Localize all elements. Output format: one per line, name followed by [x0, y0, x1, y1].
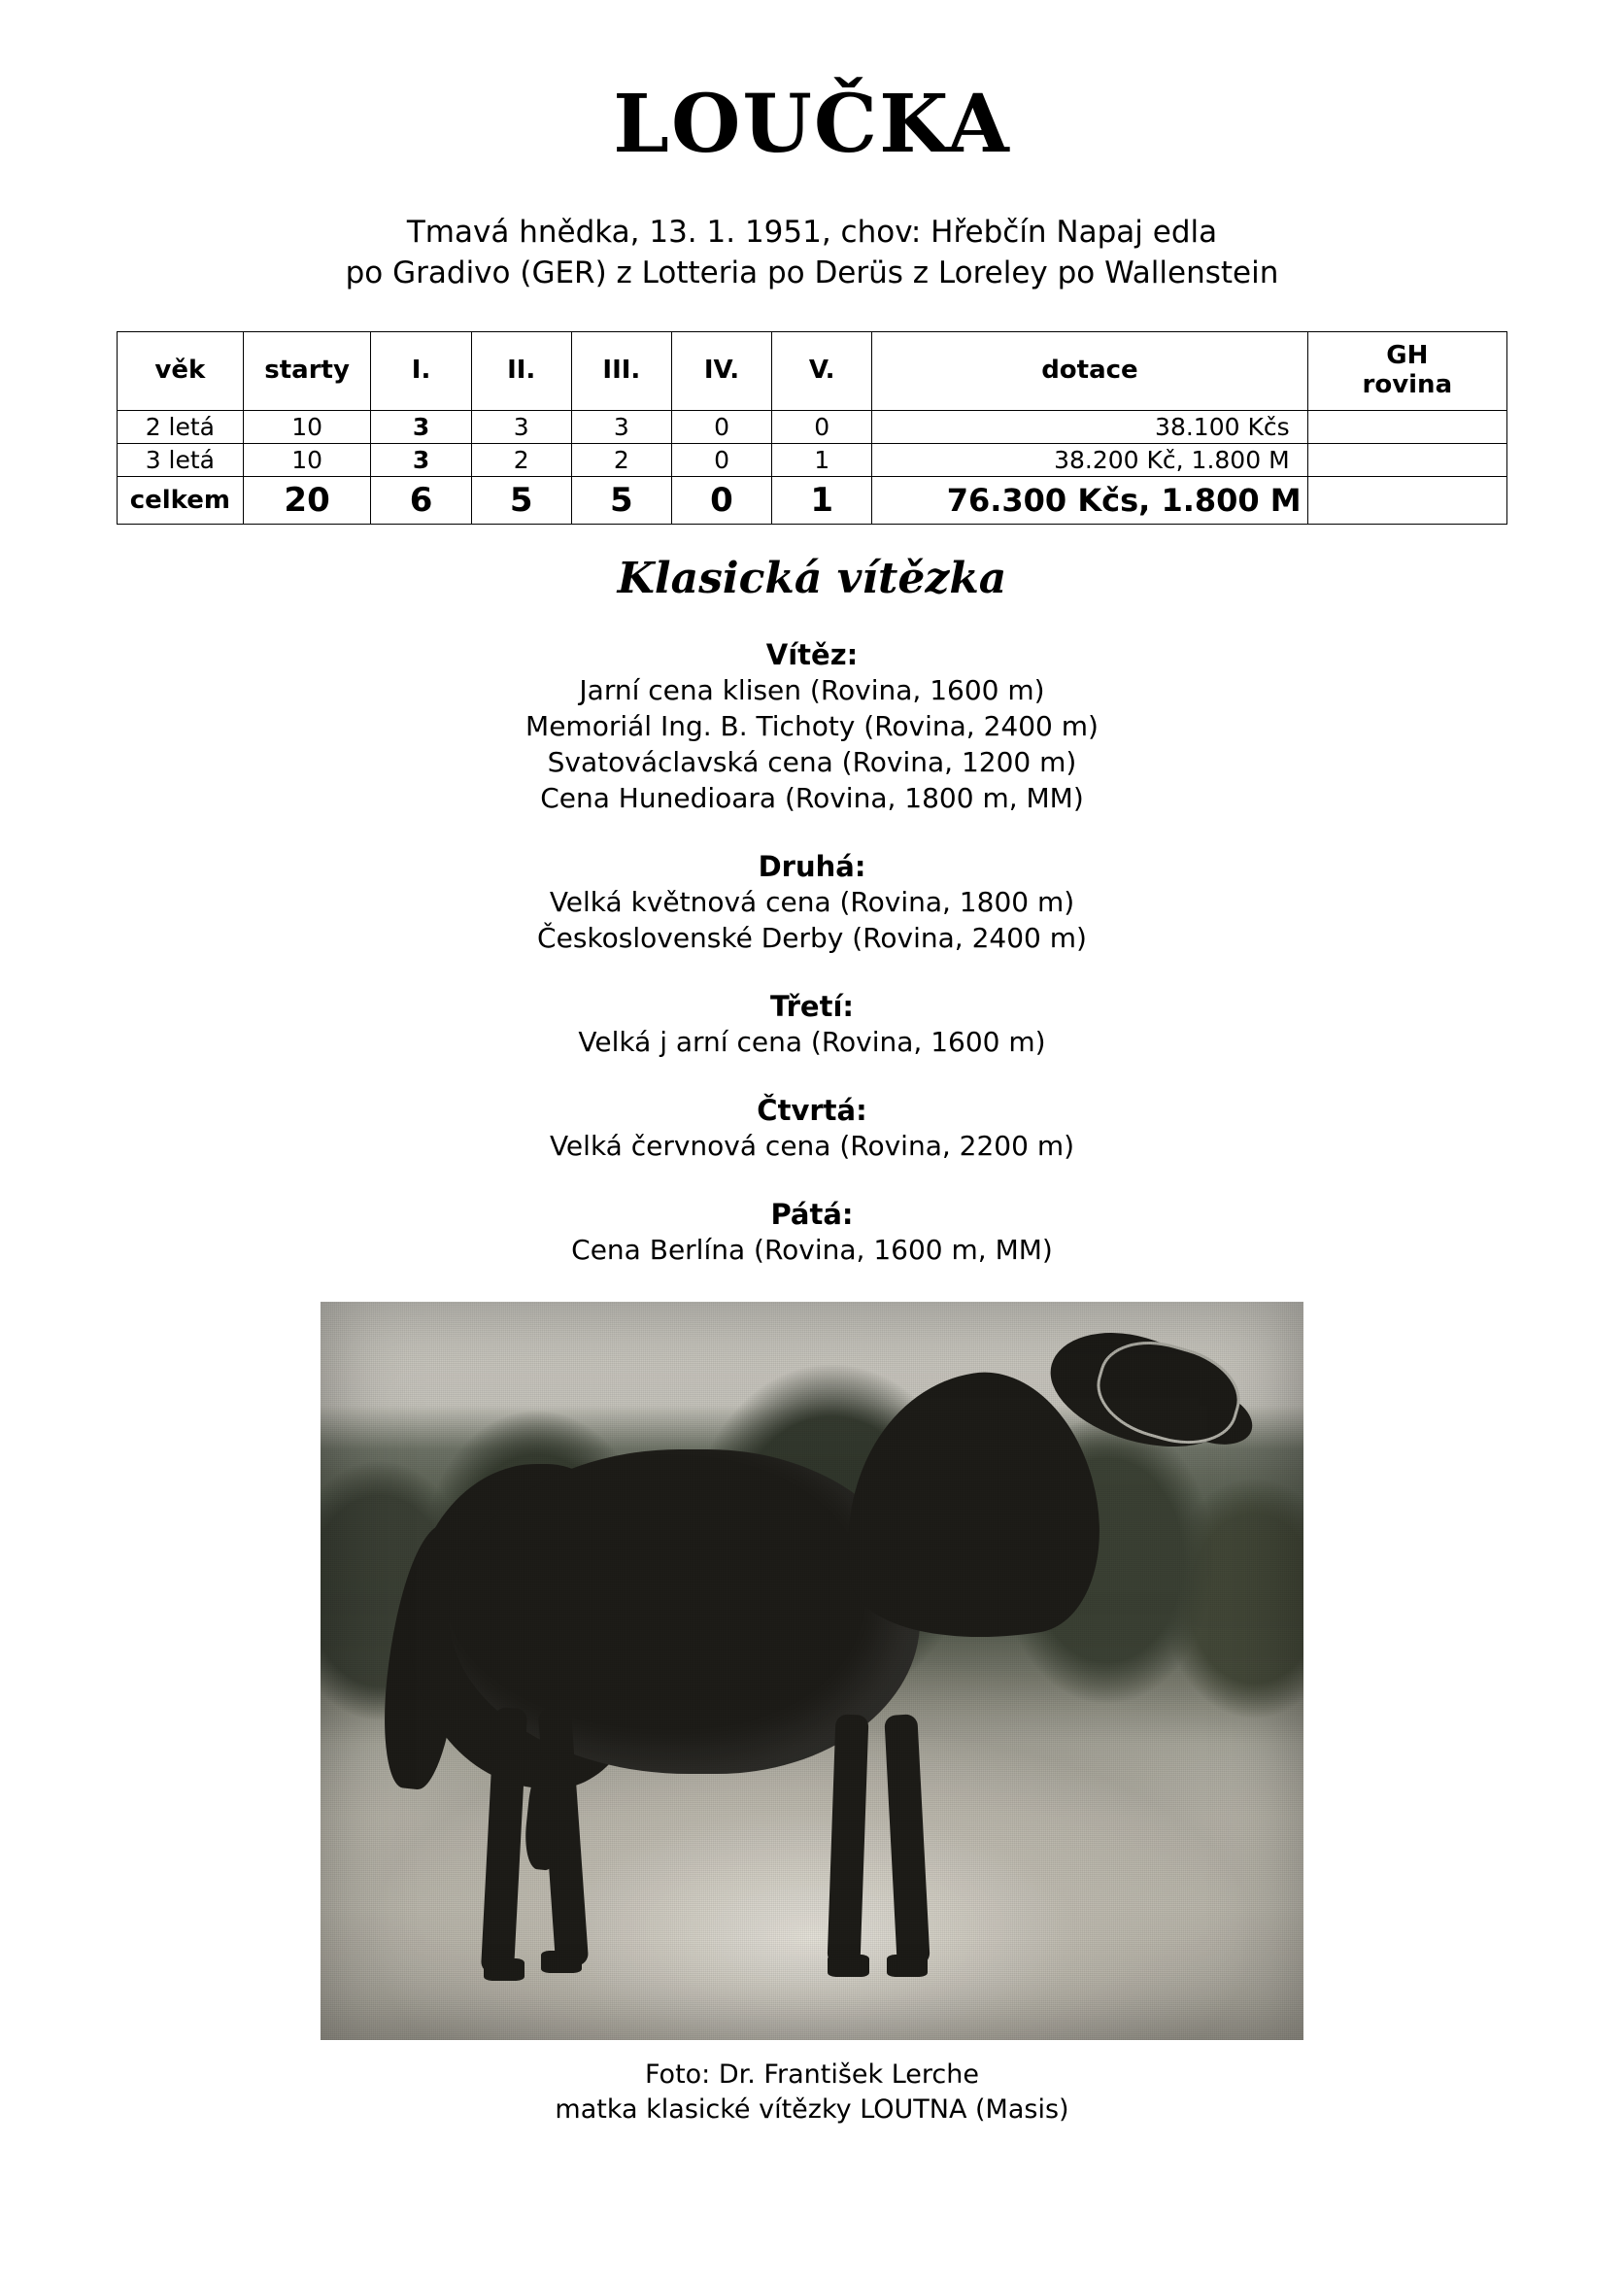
placement-title: Druhá:	[758, 849, 866, 883]
results-table-header	[118, 331, 1507, 410]
horse-description-line-1: Tmavá hnědka, 13. 1. 1951, chov: Hřebčín Napaj edla	[406, 215, 1218, 251]
race-entry: Jarní cena klisen (Rovina, 1600 m)	[579, 674, 1045, 707]
placement-title: Čtvrtá:	[757, 1093, 867, 1127]
horse-description-line-2: po Gradivo (GER) z Lotteria po Derüs z Loreley po Wallenstein	[345, 255, 1279, 290]
placement-group-second	[117, 850, 1507, 957]
table-row	[118, 443, 1507, 476]
cell-place-4: 0	[671, 443, 771, 476]
photo-credit: Foto: Dr. František Lerche	[644, 2059, 979, 2090]
placement-title: Pátá:	[770, 1197, 854, 1231]
cell-total-place-3: 5	[571, 476, 671, 524]
cell-total-place-1: 6	[371, 476, 471, 524]
race-entry: Československé Derby (Rovina, 2400 m)	[537, 921, 1087, 954]
photo-grain-overlay	[321, 1302, 1303, 2040]
classic-winner-heading: Klasická vítězka	[617, 553, 1007, 603]
placement-group-first	[117, 638, 1507, 817]
cell-total-label: celkem	[118, 476, 244, 524]
results-table-body	[118, 410, 1507, 524]
header-place-3: III.	[571, 331, 671, 410]
header-place-4: IV.	[671, 331, 771, 410]
table-row	[118, 410, 1507, 443]
cell-total-dotace: 76.300 Kčs, 1.800 M	[872, 476, 1307, 524]
race-entry: Cena Berlína (Rovina, 1600 m, MM)	[571, 1233, 1053, 1266]
race-entry: Svatováclavská cena (Rovina, 1200 m)	[547, 745, 1077, 778]
cell-total-place-5: 1	[772, 476, 872, 524]
page-title: LOUČKA	[613, 78, 1011, 171]
table-total-row	[118, 476, 1507, 524]
placement-title: Třetí:	[770, 989, 854, 1023]
header-gh-rovina	[1307, 331, 1506, 410]
cell-place-3: 3	[571, 410, 671, 443]
race-entry: Velká květnová cena (Rovina, 1800 m)	[549, 885, 1075, 918]
horse-description	[117, 213, 1507, 294]
table-header-row	[118, 331, 1507, 410]
photo-note: matka klasické vítězky LOUTNA (Masis)	[555, 2094, 1069, 2126]
header-vek: věk	[118, 331, 244, 410]
cell-dotace: 38.200 Kč, 1.800 M	[872, 443, 1307, 476]
header-gh-line-2: rovina	[1362, 369, 1453, 399]
placement-title: Vítěz:	[765, 638, 859, 672]
photo-caption	[117, 2058, 1507, 2128]
race-entry: Memoriál Ing. B. Tichoty (Rovina, 2400 m)	[525, 710, 1099, 743]
header-gh-line-1: GH	[1386, 340, 1429, 370]
cell-place-1: 3	[371, 410, 471, 443]
header-dotace: dotace	[872, 331, 1307, 410]
cell-place-2: 3	[471, 410, 571, 443]
header-starty: starty	[243, 331, 371, 410]
header-place-2: II.	[471, 331, 571, 410]
placement-group-fifth	[117, 1198, 1507, 1269]
race-entry: Velká červnová cena (Rovina, 2200 m)	[549, 1129, 1075, 1162]
cell-place-1: 3	[371, 443, 471, 476]
cell-vek: 2 letá	[118, 410, 244, 443]
header-place-5: V.	[772, 331, 872, 410]
cell-place-3: 2	[571, 443, 671, 476]
cell-vek: 3 letá	[118, 443, 244, 476]
results-table	[117, 331, 1507, 525]
race-entry: Velká j arní cena (Rovina, 1600 m)	[578, 1025, 1046, 1058]
race-entry: Cena Hunedioara (Rovina, 1800 m, MM)	[540, 781, 1084, 814]
cell-total-place-4: 0	[671, 476, 771, 524]
cell-starty: 10	[243, 410, 371, 443]
cell-place-2: 2	[471, 443, 571, 476]
cell-total-gh	[1307, 476, 1506, 524]
cell-gh	[1307, 443, 1506, 476]
cell-place-4: 0	[671, 410, 771, 443]
cell-place-5: 1	[772, 443, 872, 476]
cell-gh	[1307, 410, 1506, 443]
placement-group-fourth	[117, 1094, 1507, 1165]
header-place-1: I.	[371, 331, 471, 410]
placement-group-third	[117, 990, 1507, 1061]
cell-dotace: 38.100 Kčs	[872, 410, 1307, 443]
cell-total-place-2: 5	[471, 476, 571, 524]
cell-place-5: 0	[772, 410, 872, 443]
horse-photograph	[321, 1302, 1303, 2040]
cell-total-starty: 20	[243, 476, 371, 524]
cell-starty: 10	[243, 443, 371, 476]
